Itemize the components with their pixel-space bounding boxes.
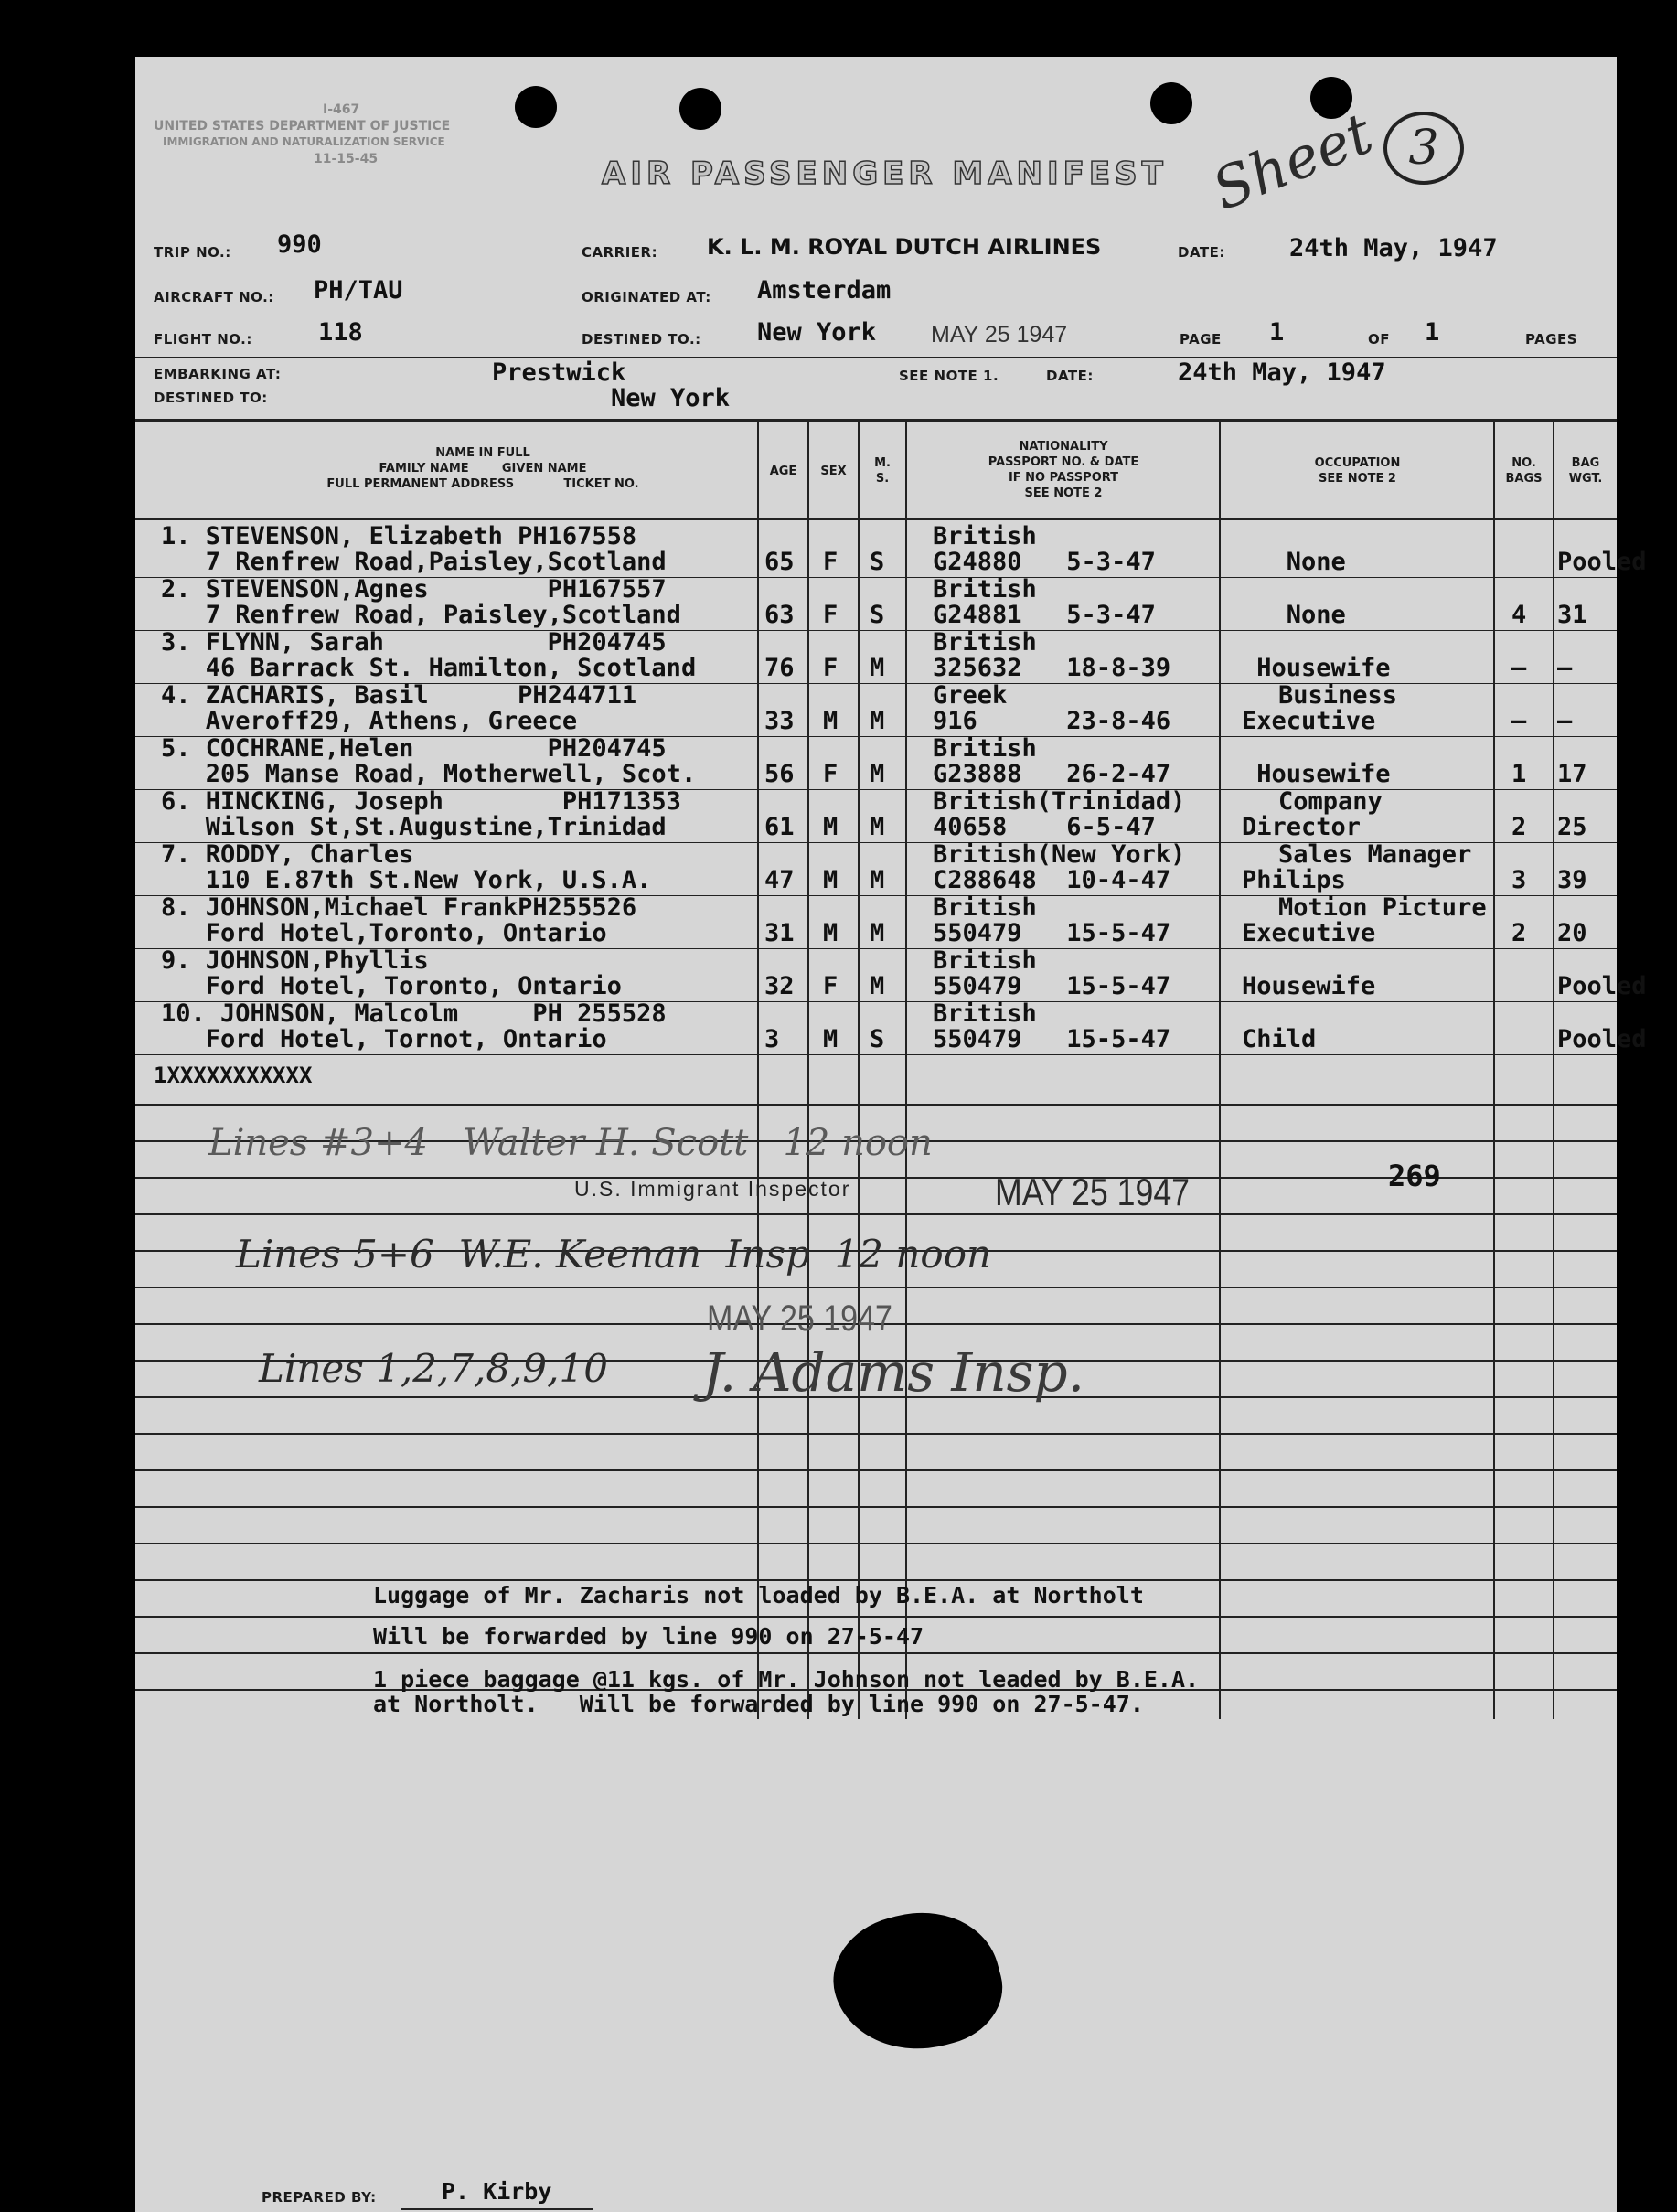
passenger-marital-status: S [870, 548, 885, 576]
passenger-age: 3 [764, 1025, 780, 1053]
header-bottom-rule [135, 518, 1617, 520]
inspection-stamp-1: MAY 25 1947 [995, 1170, 1191, 1213]
passenger-age: 61 [764, 813, 795, 841]
passenger-bags: 2 [1511, 813, 1527, 841]
col-header-bags: NO. BAGS [1505, 456, 1543, 486]
passenger-bag-weight: – [1557, 707, 1573, 735]
passenger-age: 31 [764, 919, 795, 947]
passenger-occupation-2: Child [1242, 1025, 1317, 1053]
passenger-address: 7 Renfrew Road,Paisley,Scotland [161, 548, 667, 576]
passenger-address: Averoff29, Athens, Greece [161, 707, 578, 735]
blank-rule [135, 1469, 1617, 1471]
passenger-marital-status: M [870, 972, 885, 1000]
destined-label: DESTINED TO.: [582, 331, 701, 347]
passenger-age: 65 [764, 548, 795, 576]
passenger-nationality: Greek [933, 681, 1008, 710]
prepared-label: PREPARED BY: [262, 2189, 377, 2206]
passenger-bag-weight: Pooled [1557, 1025, 1647, 1053]
passenger-marital-status: S [870, 601, 885, 629]
inspection-stamp-2: MAY 25 1947 [707, 1298, 892, 1339]
col-header-nationality: NATIONALITY PASSPORT NO. & DATE IF NO PASSPORT SEE NOTE 2 [988, 440, 1139, 500]
service-name: IMMIGRATION AND NATURALIZATION SERVICE [163, 135, 445, 148]
passenger-name: 7. RODDY, Charles [161, 840, 414, 869]
embarking-label: EMBARKING AT: [154, 366, 282, 382]
date2-label: DATE: [1046, 368, 1094, 384]
note-4: at Northolt. Will be forwarded by line 990 on 27-5-47. [373, 1691, 1144, 1717]
col-header-sex: SEX [820, 465, 847, 478]
blank-rule [135, 1433, 1617, 1435]
of-value: 1 [1425, 318, 1440, 347]
passenger-name: 1. STEVENSON, Elizabeth PH167558 [161, 522, 637, 550]
destined-stamp: MAY 25 1947 [931, 322, 1068, 347]
passenger-sex: M [823, 813, 838, 841]
passenger-name: 9. JOHNSON,Phyllis [161, 946, 429, 975]
note-2: Will be forwarded by line 990 on 27-5-47 [373, 1623, 924, 1650]
passenger-name: 3. FLYNN, Sarah PH204745 [161, 628, 667, 657]
inspection-line-1: Lines #3+4 Walter H. Scott 12 noon [208, 1122, 933, 1164]
carrier-value: K. L. M. ROYAL DUTCH AIRLINES [707, 234, 1102, 260]
department-name: UNITED STATES DEPARTMENT OF JUSTICE [154, 119, 451, 134]
passenger-sex: F [823, 548, 838, 576]
passenger-sex: M [823, 707, 838, 735]
col-header-ms: M. S. [874, 456, 891, 486]
col-header-occupation: OCCUPATION SEE NOTE 2 [1314, 456, 1401, 486]
passenger-sex: M [823, 866, 838, 894]
blank-rule [135, 1616, 1617, 1618]
passenger-occupation: Motion Picture [1278, 893, 1487, 922]
aircraft-label: AIRCRAFT NO.: [154, 289, 274, 305]
date2-value: 24th May, 1947 [1178, 358, 1386, 387]
passenger-marital-status: M [870, 919, 885, 947]
note-3: 1 piece baggage @11 kgs. of Mr. Johnson not leaded by B.E.A. [373, 1666, 1200, 1693]
passenger-address: 46 Barrack St. Hamilton, Scotland [161, 654, 697, 682]
sheet-number: 3 [1383, 112, 1464, 185]
header-rule [135, 357, 1617, 358]
passenger-nationality: British(Trinidad) [933, 787, 1186, 816]
passenger-name: 6. HINCKING, Joseph PH171353 [161, 787, 681, 816]
prepared-value: P. Kirby [442, 2178, 552, 2205]
form-title: AIR PASSENGER MANIFEST [602, 155, 1168, 192]
table-top-rule [135, 419, 1617, 422]
passenger-age: 63 [764, 601, 795, 629]
passenger-occupation-2: None [1242, 548, 1346, 576]
passenger-bag-weight: 31 [1557, 601, 1587, 629]
carrier-label: CARRIER: [582, 244, 658, 261]
paper-damage [820, 1894, 1015, 2068]
pages-label: PAGES [1525, 331, 1578, 347]
note-1: Luggage of Mr. Zacharis not loaded by B.E.A. at Northolt [373, 1582, 1144, 1608]
passenger-sex: F [823, 972, 838, 1000]
passenger-address: Wilson St,St.Augustine,Trinidad [161, 813, 667, 841]
passenger-age: 56 [764, 760, 795, 788]
passenger-passport: 550479 15-5-47 [933, 919, 1171, 947]
passenger-marital-status: S [870, 1025, 885, 1053]
blank-rule [135, 1104, 1617, 1106]
record-number: 269 [1388, 1159, 1441, 1193]
passenger-occupation-2: None [1242, 601, 1346, 629]
passenger-sex: F [823, 654, 838, 682]
passenger-bag-weight: Pooled [1557, 548, 1647, 576]
passenger-passport: G24880 5-3-47 [933, 548, 1156, 576]
passenger-passport: 325632 18-8-39 [933, 654, 1171, 682]
see-note: SEE NOTE 1. [899, 368, 999, 384]
punch-hole [1150, 82, 1192, 124]
passenger-passport: 40658 6-5-47 [933, 813, 1156, 841]
punch-hole [515, 86, 557, 128]
col-divider [757, 421, 759, 1719]
col-divider [1219, 421, 1221, 1719]
passenger-address: Ford Hotel,Toronto, Ontario [161, 919, 607, 947]
date-label: DATE: [1178, 244, 1225, 261]
passenger-address: 7 Renfrew Road, Paisley,Scotland [161, 601, 681, 629]
passenger-bags: 3 [1511, 866, 1527, 894]
inspection-line-2: Lines 5+6 W.E. Keenan Insp 12 noon [236, 1232, 992, 1277]
passenger-address: Ford Hotel, Toronto, Ontario [161, 972, 622, 1000]
passenger-passport: G23888 26-2-47 [933, 760, 1171, 788]
page-value: 1 [1269, 318, 1285, 347]
manifest-sheet [135, 57, 1647, 2212]
col-divider [1553, 421, 1554, 1719]
of-label: OF [1368, 331, 1390, 347]
trip-label: TRIP NO.: [154, 244, 231, 261]
passenger-nationality: British [933, 628, 1037, 657]
end-mark: 1XXXXXXXXXXX [154, 1063, 313, 1088]
inspector-signature: J. Adams Insp. [702, 1341, 1085, 1404]
passenger-address: Ford Hotel, Tornot, Ontario [161, 1025, 607, 1053]
sheet-annotation: Sheet [1202, 99, 1382, 224]
originated-label: ORIGINATED AT: [582, 289, 711, 305]
passenger-address: 205 Manse Road, Motherwell, Scot. [161, 760, 697, 788]
blank-rule [135, 1579, 1617, 1581]
prepared-underline [401, 2208, 593, 2210]
passenger-marital-status: M [870, 813, 885, 841]
trip-value: 990 [277, 230, 322, 259]
destined-value: New York [757, 318, 877, 347]
col-header-wgt: BAG WGT. [1568, 456, 1603, 486]
passenger-passport: 550479 15-5-47 [933, 972, 1171, 1000]
col-header-age: AGE [769, 465, 797, 478]
passenger-occupation-2: Executive [1242, 919, 1376, 947]
passenger-occupation-2: Director [1242, 813, 1362, 841]
passenger-passport: 550479 15-5-47 [933, 1025, 1171, 1053]
passenger-marital-status: M [870, 654, 885, 682]
passenger-passport: G24881 5-3-47 [933, 601, 1156, 629]
passenger-name: 2. STEVENSON,Agnes PH167557 [161, 575, 667, 604]
passenger-name: 4. ZACHARIS, Basil PH244711 [161, 681, 637, 710]
passenger-bag-weight: 25 [1557, 813, 1587, 841]
aircraft-value: PH/TAU [314, 276, 403, 305]
passenger-age: 76 [764, 654, 795, 682]
passenger-name: 8. JOHNSON,Michael FrankPH255526 [161, 893, 637, 922]
form-number: I-467 [323, 102, 360, 117]
passenger-nationality: British [933, 946, 1037, 975]
passenger-nationality: British [933, 893, 1037, 922]
passenger-marital-status: M [870, 707, 885, 735]
inspector-title: U.S. Immigrant Inspector [574, 1177, 851, 1201]
passenger-bags: 4 [1511, 601, 1527, 629]
blank-rule [135, 1543, 1617, 1544]
passenger-nationality: British [933, 999, 1037, 1028]
passenger-occupation-2: Housewife [1242, 972, 1376, 1000]
page-label: PAGE [1180, 331, 1222, 347]
passenger-age: 32 [764, 972, 795, 1000]
passenger-occupation: Company [1278, 787, 1383, 816]
destined2-label: DESTINED TO: [154, 390, 268, 406]
passenger-occupation: Sales Manager [1278, 840, 1472, 869]
flight-value: 118 [318, 318, 363, 347]
col-header-name: NAME IN FULL FAMILY NAME GIVEN NAME FULL PERMANENT ADDRESS TICKET NO. [326, 446, 639, 491]
passenger-sex: F [823, 760, 838, 788]
passenger-bag-weight: 20 [1557, 919, 1587, 947]
row-rule [135, 1054, 1617, 1055]
passenger-age: 47 [764, 866, 795, 894]
inspection-line-3: Lines 1,2,7,8,9,10 [259, 1346, 608, 1391]
passenger-name: 10. JOHNSON, Malcolm PH 255528 [161, 999, 667, 1028]
passenger-age: 33 [764, 707, 795, 735]
passenger-passport: C288648 10-4-47 [933, 866, 1171, 894]
col-divider [1493, 421, 1495, 1719]
passenger-bag-weight: 39 [1557, 866, 1587, 894]
col-divider [858, 421, 860, 1719]
passenger-sex: M [823, 1025, 838, 1053]
originated-value: Amsterdam [757, 276, 892, 305]
passenger-bags: 1 [1511, 760, 1527, 788]
passenger-occupation-2: Philips [1242, 866, 1346, 894]
passenger-nationality: British [933, 734, 1037, 763]
passenger-bag-weight: Pooled [1557, 972, 1647, 1000]
passenger-passport: 916 23-8-46 [933, 707, 1171, 735]
flight-label: FLIGHT NO.: [154, 331, 252, 347]
punch-hole [679, 88, 721, 130]
embarking-value: Prestwick [492, 358, 626, 387]
passenger-name: 5. COCHRANE,Helen PH204745 [161, 734, 667, 763]
passenger-bags: – [1511, 654, 1527, 682]
passenger-marital-status: M [870, 760, 885, 788]
col-divider [807, 421, 809, 1719]
passenger-nationality: British [933, 522, 1037, 550]
passenger-marital-status: M [870, 866, 885, 894]
passenger-nationality: British(New York) [933, 840, 1186, 869]
blank-rule [135, 1652, 1617, 1654]
passenger-bag-weight: – [1557, 654, 1573, 682]
blank-rule [135, 1287, 1617, 1288]
passenger-nationality: British [933, 575, 1037, 604]
blank-rule [135, 1213, 1617, 1215]
passenger-sex: M [823, 919, 838, 947]
form-date: 11-15-45 [314, 152, 379, 166]
passenger-address: 110 E.87th St.New York, U.S.A. [161, 866, 652, 894]
passenger-occupation-2: Executive [1242, 707, 1376, 735]
passenger-bag-weight: 17 [1557, 760, 1587, 788]
col-divider [905, 421, 907, 1719]
date-value: 24th May, 1947 [1289, 234, 1498, 262]
passenger-sex: F [823, 601, 838, 629]
blank-rule [135, 1506, 1617, 1508]
passenger-occupation-2: Housewife [1242, 654, 1391, 682]
passenger-bags: – [1511, 707, 1527, 735]
passenger-bags: 2 [1511, 919, 1527, 947]
passenger-occupation-2: Housewife [1242, 760, 1391, 788]
passenger-occupation: Business [1278, 681, 1398, 710]
destined2-value: New York [611, 384, 731, 412]
